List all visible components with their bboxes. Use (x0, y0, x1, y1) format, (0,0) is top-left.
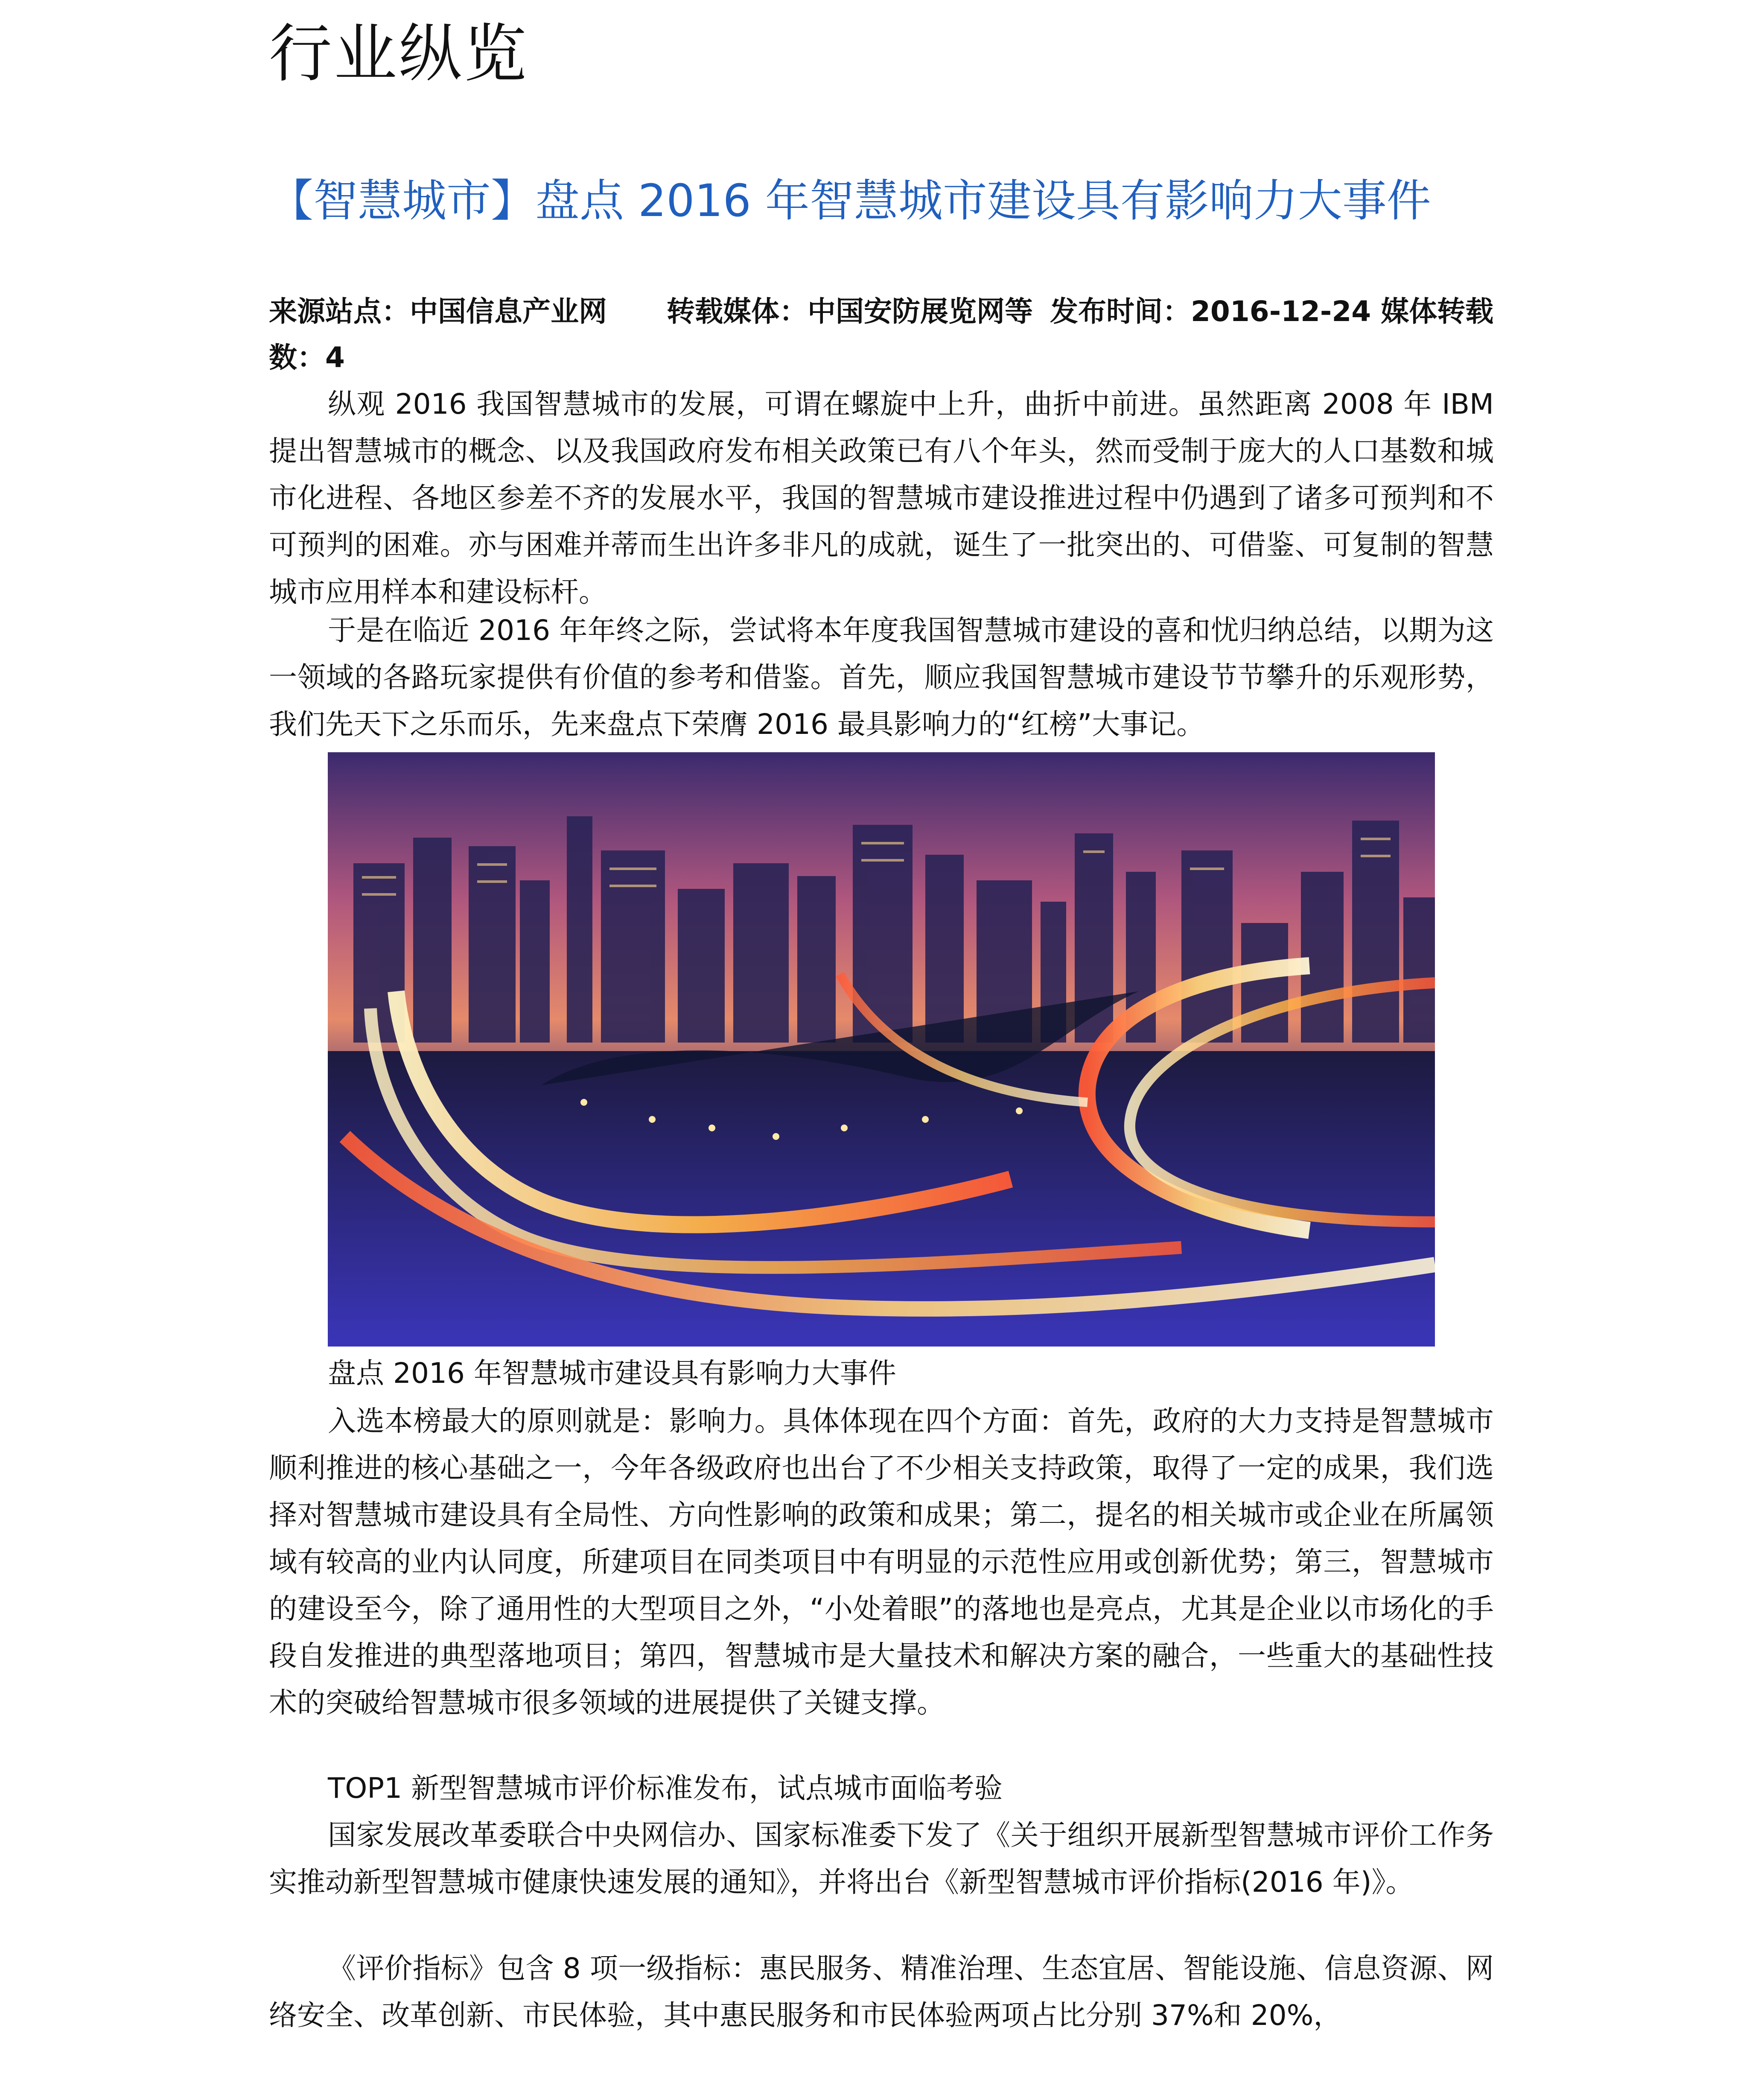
meta-count: 媒体转载数：4 (269, 295, 1494, 374)
meta-media: 转载媒体：中国安防展览网等 (667, 295, 1033, 328)
paragraph-summary: 于是在临近 2016 年年终之际，尝试将本年度我国智慧城市建设的喜和忧归纳总结，以期为这一领域的各路玩家提供有价值的参考和借鉴。首先，顺应我国智慧城市建设节节攀升的乐观形势，我们先天下之乐而乐，先来盘点下荣膺 2016 最具影响力的“红榜”大事记。 (269, 614, 1494, 741)
article-meta (269, 289, 1494, 381)
meta-source: 来源站点：中国信息产业网 (269, 295, 607, 328)
paragraph-criteria: 入选本榜最大的原则就是：影响力。具体体现在四个方面：首先，政府的大力支持是智慧城市顺利推进的核心基础之一，今年各级政府也出台了不少相关支持政策，取得了一定的成果，我们选择对智慧城市建设具有全局性、方向性影响的政策和成果；第二，提名的相关城市或企业在所属领域有较高的业内认同度，所建项目在同类项目中有明显的示范性应用或创新优势；第三，智慧城市的建设至今，除了通用性的大型项目之外，“小处着眼”的落地也是亮点，尤其是企业以市场化的手段自发推进的典型落地项目；第四，智慧城市是大量技术和解决方案的融合，一些重大的基础性技术的突破给智慧城市很多领域的进展提供了关键支撑。 (269, 1405, 1494, 1719)
city-night-photo (328, 752, 1435, 1347)
paragraph-top1: TOP1 新型智慧城市评价标准发布，试点城市面临考验 (328, 1772, 1003, 1805)
paragraph-intro: 纵观 2016 我国智慧城市的发展，可谓在螺旋中上升，曲折中前进。虽然距离 2008 年 IBM 提出智慧城市的概念、以及我国政府发布相关政策已有八个年头，然而受制于庞大的人口基数和城市化进程、各地区参差不齐的发展水平，我国的智慧城市建设推进过程中仍遇到了诸多可预判和不可预判的困难。亦与困难并蒂而生出许多非凡的成就，诞生了一批突出的、可借鉴、可复制的智慧城市应用样本和建设标杆。 (269, 388, 1494, 608)
paragraph-indicators: 《评价指标》包含 8 项一级指标：惠民服务、精准治理、生态宜居、智能设施、信息资源、网络安全、改革创新、市民体验，其中惠民服务和市民体验两项占比分别 37%和 20%， (269, 1952, 1494, 2032)
section-title: 行业纵览 (269, 17, 528, 91)
meta-time: 发布时间：2016-12-24 (1050, 295, 1371, 328)
photo-caption: 盘点 2016 年智慧城市建设具有影响力大事件 (328, 1357, 896, 1390)
article-title: 【智慧城市】盘点 2016 年智慧城市建设具有影响力大事件 (269, 175, 1431, 227)
paragraph-notice: 国家发展改革委联合中央网信办、国家标准委下发了《关于组织开展新型智慧城市评价工作务实推动新型智慧城市健康快速发展的通知》，并将出台《新型智慧城市评价指标(2016 年)》。 (269, 1819, 1494, 1899)
